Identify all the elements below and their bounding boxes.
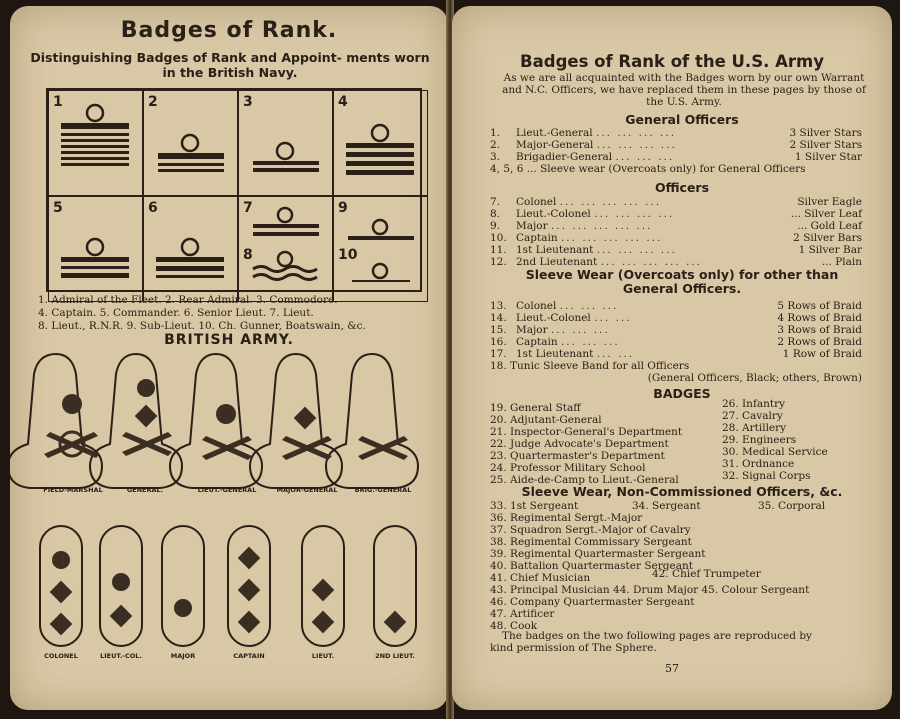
list-item: 38. Regimental Commissary Sergeant — [490, 536, 692, 548]
strap-caption: LIEUT.-COL. — [100, 652, 142, 660]
page-number: 57 — [665, 662, 679, 675]
list-item: 34. Sergeant — [632, 500, 701, 512]
strap-caption: MAJOR-GENERAL — [276, 486, 338, 494]
cell-number: 7 — [243, 200, 253, 216]
list-item: 47. Artificer — [490, 608, 555, 620]
navy-cell-9-10 — [333, 196, 428, 302]
strap-major-general-icon — [250, 354, 342, 488]
credit-line: kind permission of The Sphere. — [490, 642, 657, 654]
strap-caption: COLONEL — [44, 652, 78, 660]
cell-number: 5 — [53, 200, 63, 216]
strap-major-icon — [162, 526, 204, 646]
list-item: 22. Judge Advocate's Department — [490, 438, 669, 450]
list-item: 7. Colonel ... ... ... ... ... Silver Eagle — [490, 196, 862, 208]
list-item: 43. Principal Musician 44. Drum Major 45. Colour Sergeant — [490, 584, 810, 596]
strap-brig-general-icon — [326, 354, 418, 488]
list-item: 15. Major ... ... ... 3 Rows of Braid — [490, 324, 862, 336]
navy-sleeve-1-icon — [49, 91, 142, 191]
sleeve-wear-heading: Sleeve Wear (Overcoats only) for other than General Officers. — [525, 267, 839, 296]
left-page — [10, 6, 448, 710]
list-item: 9. Major ... ... ... ... ... ... Gold Leaf — [490, 220, 862, 232]
navy-legend — [38, 294, 438, 333]
list-item: 13. Colonel ... ... ... 5 Rows of Braid — [490, 300, 862, 312]
list-item: 40. Battalion Quartermaster Sergeant — [490, 560, 693, 572]
nco-heading: Sleeve Wear, Non-Commissioned Officers, &c. — [521, 484, 843, 499]
list-item: 26. Infantry — [722, 398, 786, 410]
officers-heading: Officers — [654, 180, 710, 195]
list-item: 46. Company Quartermaster Sergeant — [490, 596, 695, 608]
list-note: (General Officers, Black; others, Brown) — [647, 372, 862, 384]
list-item: 35. Corporal — [758, 500, 826, 512]
strap-caption: LIEUT. — [311, 652, 335, 660]
list-item: 23. Quartermaster's Department — [490, 450, 665, 462]
navy-sleeve-5-icon — [49, 197, 142, 297]
list-item: 36. Regimental Sergt.-Major — [490, 512, 643, 524]
list-item: 37. Squadron Sergt.-Major of Cavalry — [490, 524, 691, 536]
navy-cell-6 — [143, 196, 238, 302]
navy-cell-2 — [143, 90, 238, 196]
cell-number: 4 — [338, 94, 348, 110]
intro-paragraph: As we are all acquainted with the Badges worn by our own Warrant and N.C. Officers, we have replaced them in these pages by those of the U.S. Army. — [502, 72, 866, 108]
strap-general-icon — [90, 354, 182, 488]
legend-line: 1. Admiral of the Fleet. 2. Rear Admiral. 3. Commodore. — [38, 294, 338, 306]
list-item: 11. 1st Lieutenant ... ... ... ... 1 Silver Bar — [490, 244, 862, 256]
list-item: 32. Signal Corps — [722, 470, 811, 482]
navy-cell-3 — [238, 90, 333, 196]
navy-cell-4 — [333, 90, 428, 196]
list-item: 2. Major-General ... ... ... ... 2 Silver Stars — [490, 139, 862, 151]
strap-caption: GENERAL. — [126, 486, 164, 494]
list-item: 16. Captain ... ... ... 2 Rows of Braid — [490, 336, 862, 348]
list-item: 42. Chief Trumpeter — [652, 568, 761, 580]
navy-sleeve-2-icon — [144, 91, 237, 191]
list-item: 24. Professor Military School — [490, 462, 646, 474]
list-item: 3. Brigadier-General ... ... ... 1 Silver Star — [490, 151, 862, 163]
general-note: 4, 5, 6 ... Sleeve wear (Overcoats only) for General Officers — [490, 163, 806, 175]
navy-cell-5 — [48, 196, 143, 302]
list-item: 12. 2nd Lieutenant ... ... ... ... ... ... Plain — [490, 256, 862, 268]
list-item: 39. Regimental Quartermaster Sergeant — [490, 548, 706, 560]
cell-number: 10 — [338, 247, 358, 263]
navy-cell-7-8 — [238, 196, 333, 302]
page-title: Badges of Rank of the U.S. Army — [520, 52, 824, 71]
cell-number: 1 — [53, 94, 63, 110]
list-item: 8. Lieut.-Colonel ... ... ... ... ... Silver Leaf — [490, 208, 862, 220]
badges-left-column — [490, 402, 682, 486]
cell-number: 9 — [338, 200, 348, 216]
strap-field-marshal-icon — [10, 354, 102, 488]
list-item: 21. Inspector-General's Department — [490, 426, 683, 438]
legend-line: 8. Lieut., R.N.R. 9. Sub-Lieut. 10. Ch. Gunner, Boatswain, &c. — [38, 320, 366, 332]
list-item: 33. 1st Sergeant — [490, 500, 579, 512]
right-page — [452, 6, 892, 710]
list-item: 27. Cavalry — [722, 410, 783, 422]
list-item: 1. Lieut.-General ... ... ... ... 3 Silver Stars — [490, 127, 862, 139]
nco-tail-list — [490, 596, 694, 632]
cell-number: 8 — [243, 247, 253, 263]
strap-caption: 2ND LIEUT. — [375, 652, 415, 660]
navy-badge-grid — [46, 88, 422, 292]
list-item: 25. Aide-de-Camp to Lieut.-General — [490, 474, 679, 486]
cell-number: 3 — [243, 94, 253, 110]
list-item: 28. Artillery — [722, 422, 787, 434]
list-item: 19. General Staff — [490, 402, 581, 414]
cell-number: 6 — [148, 200, 158, 216]
list-item: 48. Cook — [490, 620, 538, 632]
navy-sleeve-6-icon — [144, 197, 237, 297]
list-item: 31. Ordnance — [722, 458, 795, 470]
strap-lieut-general-icon — [170, 354, 262, 488]
page-title: Badges of Rank. — [120, 18, 338, 43]
badges-right-column — [722, 398, 828, 482]
cell-number: 2 — [148, 94, 158, 110]
navy-sleeve-7-8-icon — [239, 197, 332, 297]
strap-caption: MAJOR — [170, 652, 196, 660]
credit-line: The badges on the two following pages are reproduced by — [502, 630, 812, 642]
list-item: 30. Medical Service — [722, 446, 828, 458]
list-item: 17. 1st Lieutenant ... ... 1 Row of Braid — [490, 348, 862, 360]
strap-caption: FIELD-MARSHAL — [43, 486, 103, 494]
navy-subtitle: Distinguishing Badges of Rank and Appoint- ments worn in the British Navy. — [30, 50, 430, 80]
list-item: 14. Lieut.-Colonel ... ... 4 Rows of Braid — [490, 312, 862, 324]
list-item: 29. Engineers — [722, 434, 797, 446]
badges-heading: BADGES — [653, 386, 711, 401]
list-item: 10. Captain ... ... ... ... ... 2 Silver Bars — [490, 232, 862, 244]
list-item: 20. Adjutant-General — [490, 414, 602, 426]
navy-cell-1 — [48, 90, 143, 196]
general-officers-heading: General Officers — [625, 112, 739, 127]
list-item: 18. Tunic Sleeve Band for all Officers — [490, 360, 690, 372]
strap-caption: CAPTAIN — [233, 652, 265, 660]
navy-sleeve-3-icon — [239, 91, 332, 191]
list-item: 41. Chief Musician — [490, 572, 591, 584]
legend-line: 4. Captain. 5. Commander. 6. Senior Lieut. 7. Lieut. — [38, 307, 314, 319]
strap-caption: LIEUT.-GENERAL — [197, 486, 257, 494]
army-section-title: BRITISH ARMY. — [164, 332, 294, 348]
strap-caption: BRIG.-GENERAL — [354, 486, 412, 494]
nco-list — [490, 512, 705, 572]
